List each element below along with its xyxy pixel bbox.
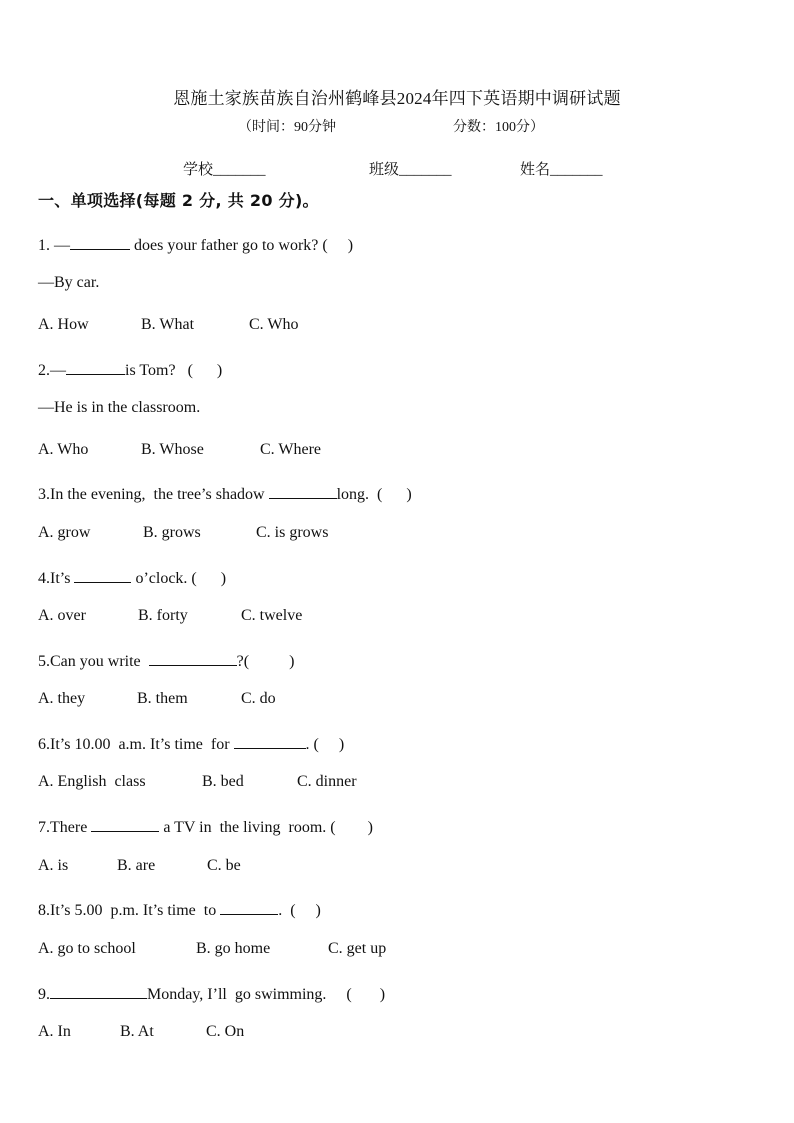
question-1-option-a: A. How <box>38 316 89 333</box>
question-9 <box>38 982 385 1004</box>
question-2 <box>38 358 222 380</box>
question-2-option-c: C. Where <box>260 441 322 458</box>
question-6 <box>38 732 344 754</box>
question-9-option-b: B. At <box>120 1023 154 1040</box>
question-5 <box>38 649 294 671</box>
question-1-text-start: 1. — <box>38 237 70 254</box>
question-9-text-start: 9. <box>38 986 50 1003</box>
question-8-option-a: A. go to school <box>38 940 136 957</box>
question-6-text-end: . ( ) <box>305 736 345 753</box>
question-7-option-c: C. be <box>207 857 241 874</box>
question-2-text-end: is Tom? ( ) <box>125 362 223 379</box>
question-4-text-start: 4.It’s <box>38 570 75 587</box>
question-8-text-start: 8.It’s 5.00 p.m. It’s time to <box>38 902 221 919</box>
section-heading: 一、单项选择(每题 2 分, 共 20 分)。 <box>38 191 319 210</box>
question-2-option-b: B. Whose <box>141 441 204 458</box>
question-7-text-end: a TV in the living room. ( ) <box>159 819 373 836</box>
question-3-text-start: 3.In the evening, the tree’s shadow <box>38 486 269 503</box>
question-1-option-c: C. Who <box>249 316 299 333</box>
question-5-option-b: B. them <box>137 690 188 707</box>
question-8-option-c: C. get up <box>328 940 387 957</box>
question-9-option-c: C. On <box>206 1023 245 1040</box>
question-7-text-start: 7.There <box>38 819 92 836</box>
question-3-option-c: C. is grows <box>256 524 329 541</box>
exam-title: 恩施土家族苗族自治州鹤峰县2024年四下英语期中调研试题 <box>173 89 621 108</box>
question-2-answer-line: —He is in the classroom. <box>38 399 201 416</box>
question-1-text-end: does your father go to work? ( ) <box>130 237 354 254</box>
question-8-text-end: . ( ) <box>278 902 321 919</box>
question-5-text-start: 5.Can you write <box>38 653 149 670</box>
question-7-option-a: A. is <box>38 857 69 874</box>
question-4-text-end: o’clock. ( ) <box>131 570 227 587</box>
question-3 <box>38 482 412 504</box>
question-4 <box>38 566 226 588</box>
question-1 <box>38 233 353 255</box>
question-5-text-end: ?( ) <box>236 653 295 670</box>
name-field: 姓名_______ <box>520 162 603 178</box>
question-4-option-a: A. over <box>38 607 86 624</box>
question-6-blank <box>234 732 306 749</box>
exam-time: （时间：90分钟 <box>238 120 336 135</box>
question-8 <box>38 898 321 920</box>
question-6-option-a: A. English class <box>38 773 146 790</box>
question-6-option-c: C. dinner <box>297 773 357 790</box>
question-6-option-b: B. bed <box>202 773 244 790</box>
question-1-option-b: B. What <box>141 316 195 333</box>
question-6-text-start: 6.It’s 10.00 a.m. It’s time for <box>38 736 234 753</box>
question-1-blank <box>70 233 130 250</box>
question-4-option-b: B. forty <box>138 607 188 624</box>
question-2-text-start: 2.— <box>38 362 66 379</box>
question-9-option-a: A. In <box>38 1023 71 1040</box>
school-field: 学校_______ <box>183 162 266 178</box>
class-field: 班级_______ <box>369 162 452 178</box>
question-2-blank <box>66 358 125 375</box>
question-5-option-a: A. they <box>38 690 86 707</box>
question-3-text-end: long. ( ) <box>336 486 412 503</box>
question-4-blank <box>74 566 131 583</box>
exam-score: 分数：100分） <box>453 120 544 135</box>
question-7-option-b: B. are <box>117 857 156 874</box>
question-3-option-a: A. grow <box>38 524 91 541</box>
question-3-blank <box>269 482 337 499</box>
question-8-option-b: B. go home <box>196 940 271 957</box>
question-2-option-a: A. Who <box>38 441 89 458</box>
question-3-option-b: B. grows <box>143 524 201 541</box>
question-8-blank <box>220 898 278 915</box>
question-5-blank <box>149 649 237 666</box>
question-4-option-c: C. twelve <box>241 607 303 624</box>
question-9-blank <box>50 982 147 999</box>
question-1-answer-line: —By car. <box>38 274 100 291</box>
question-7-blank <box>91 815 159 832</box>
question-9-text-end: Monday, I’ll go swimming. ( ) <box>147 986 386 1003</box>
question-7 <box>38 815 373 837</box>
question-5-option-c: C. do <box>241 690 276 707</box>
